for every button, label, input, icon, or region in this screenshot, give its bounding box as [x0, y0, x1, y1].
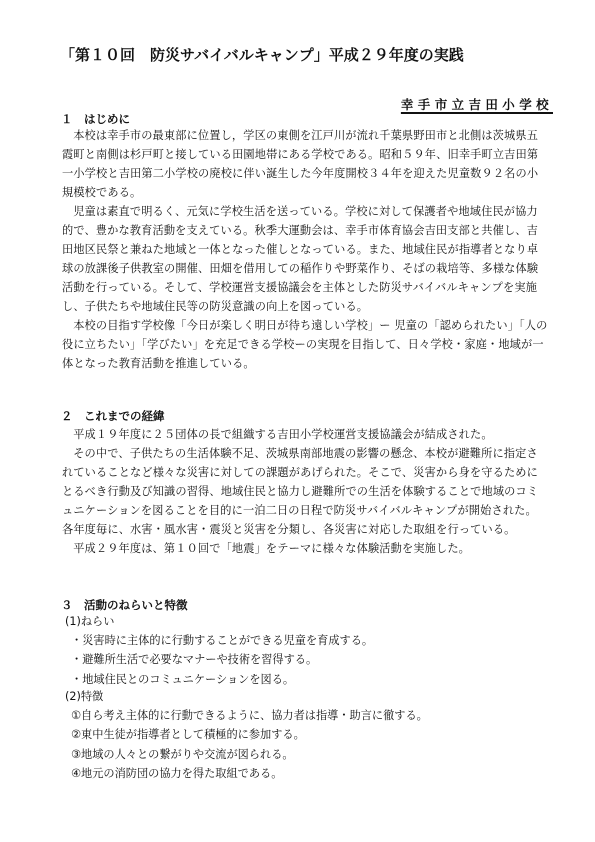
- section-heading-history: ２ これまでの経緯: [61, 409, 165, 423]
- list-item: ①自ら考え主体的に行動できるように、協力者は指導・助言に徹する。: [71, 709, 428, 722]
- paragraph: その中で、子供たちの生活体験不足、茨城県南部地震の影響の懸念、本校が避難所に指定されていることなど様々な災害に対しての課題があげられた。そこで、災害から身を守るためにとるべき行動及び知識の習得、地域住民と協力し避難所での生活を体験することで地域のコミュニケーションを図ることを目的に一泊二日の日程で防災サバイバルキャンプが開始された。各年度毎に、水害・風水害・震災と災害を分類し、各災害に対応した取組を行っている。: [62, 447, 539, 536]
- section-body-introduction: [62, 126, 548, 373]
- paragraph: 児童は素直で明るく、元気に学校生活を送っている。学校に対して保護者や地域住民が協力的で、豊かな教育活動を支えている。秋季大運動会は、幸手市体育協会吉田支部と共催し、吉田地区民祭と兼ねた地域と一体となった催しとなっている。また、地域住民が指導者となり卓球の放課後子供教室の開催、田畑を借用しての稲作りや野菜作り、そばの栽培等、多様な体験活動を行っている。そして、学校運営支援協議会を主体とした防災サバイバルキャンプを実施し、子供たちや地域住民等の防災意識の向上を図っている。: [62, 205, 539, 313]
- section-heading-aims-features: ３ 活動のねらいと特徴: [61, 598, 188, 612]
- aims-label: (1)ねらい: [65, 615, 115, 628]
- aims-list: [71, 631, 373, 689]
- section-body-history: [62, 425, 548, 558]
- paragraph: 平成２９年度は、第１０回で「地震」をテーマに様々な体験活動を実施した。: [73, 542, 471, 555]
- list-item: ・避難所生活で必要なマナーや技術を習得する。: [71, 653, 318, 667]
- section-heading-introduction: １ はじめに: [61, 112, 130, 126]
- list-item: ②東中生徒が指導者として積極的に参加する。: [71, 728, 305, 742]
- document-title: 「第１０回 防災サバイバルキャンプ」平成２９年度の実践: [60, 46, 464, 64]
- list-item: ・災害時に主体的に行動することができる児童を育成する。: [71, 634, 374, 647]
- school-name: 幸手市立吉田小学校: [400, 97, 553, 112]
- list-item: ③地域の人々との繋がりや交流が図られる。: [71, 747, 294, 761]
- list-item: ④地元の消防団の協力を得た取組である。: [71, 766, 283, 780]
- paragraph: 本校は幸手市の最東部に位置し，学区の東側を江戸川が流れ千葉県野田市と北側は茨城県五霞町と南側は杉戸町と接している田園地帯にある学校である。昭和５９年、旧幸手町立吉田第一小学校と吉田第二小学校の廃校に伴い誕生した今年度開校３４年を迎えた児童数９２名の小規模校である。: [62, 129, 539, 199]
- paragraph: 平成１９年度に２５団体の長で組織する吉田小学校運営支援協議会が結成された。: [73, 428, 493, 441]
- list-item: ・地域住民とのコミュニケーションを図る。: [71, 672, 295, 686]
- features-label: (2)特徴: [65, 690, 104, 703]
- paragraph: 本校の目指す学校像「今日が楽しく明日が待ち遠しい学校」ー 児童の「認められたい」「人の役に立ちたい」「学びたい」を充足できる学校ーの実現を目指して、日々学校・家庭・地域が一体となった教育活動を推進している。: [62, 319, 548, 370]
- features-list: [71, 706, 428, 783]
